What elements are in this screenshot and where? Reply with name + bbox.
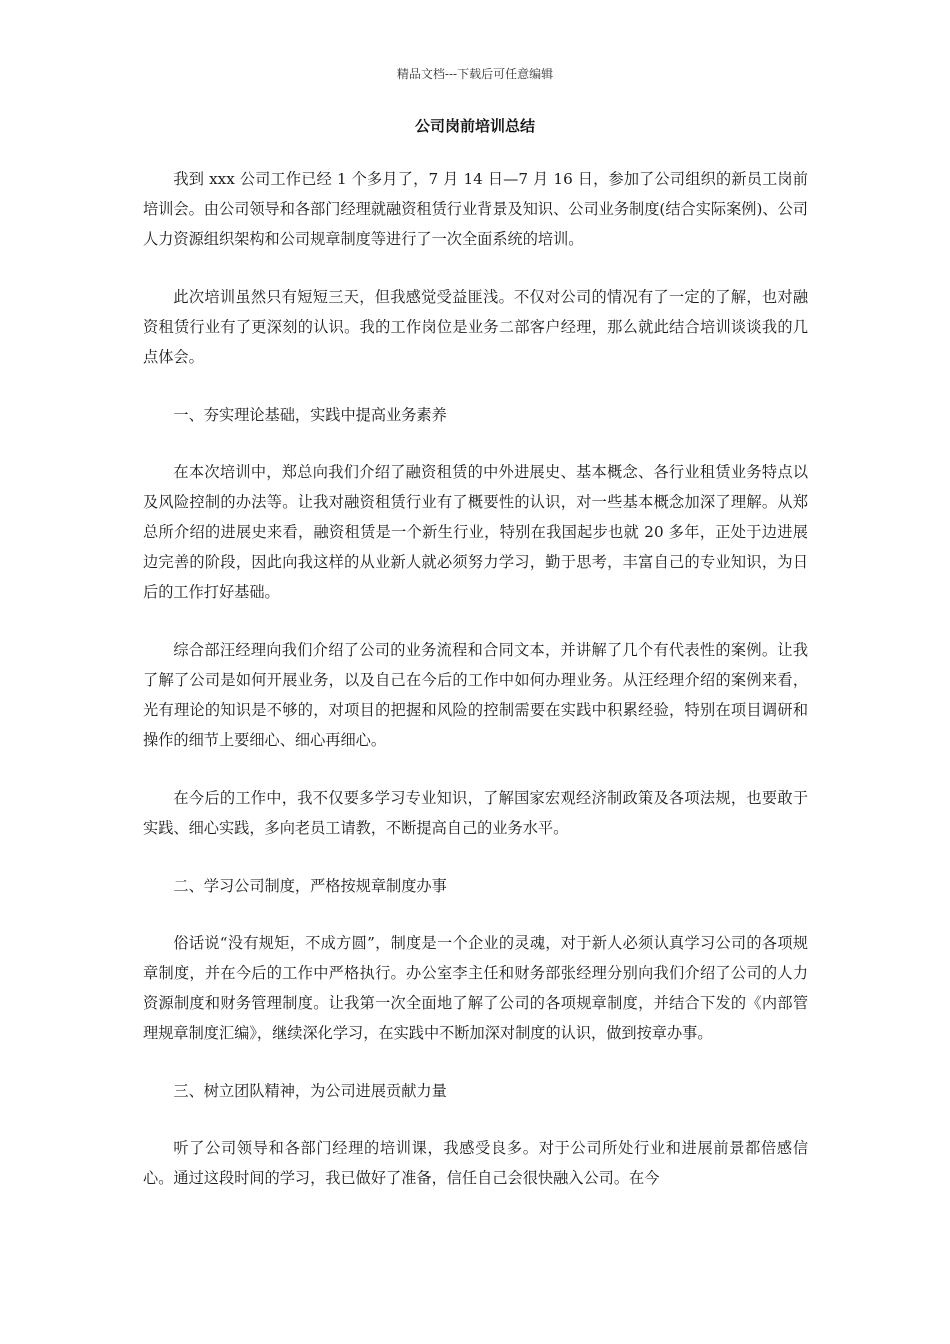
paragraph-impression: 此次培训虽然只有短短三天，但我感觉受益匪浅。不仅对公司的情况有了一定的了解，也对融资租赁行业有了更深刻的认识。我的工作岗位是业务二部客户经理，那么就此结合培训谈谈我的几点体会。 <box>143 288 808 366</box>
paragraph-team-spirit: 听了公司领导和各部门经理的培训课，我感受良多。对于公司所处行业和进展前景都倍感信心。通过这段时间的学习，我已做好了准备，信任自己会很快融入公司。在今 <box>143 1139 808 1187</box>
paragraph-intro: 我到 xxx 公司工作已经 1 个多月了，7 月 14 日—7 月 16 日，参加了公司组织的新员工岗前培训会。由公司领导和各部门经理就融资租赁行业背景及知识、公司业务制度(结合实际案例)、公司人力资源组织架构和公司规章制度等进行了一次全面系统的培训。 <box>143 170 808 248</box>
section-heading-3: 三、树立团队精神，为公司进展贡献力量 <box>173 1082 447 1100</box>
page-header-note: 精品文档---下载后可任意编辑 <box>396 67 554 81</box>
section-heading-1: 一、夯实理论基础，实践中提高业务素养 <box>173 406 447 424</box>
document-title: 公司岗前培训总结 <box>414 117 535 135</box>
section-heading-2: 二、学习公司制度，严格按规章制度办事 <box>173 877 447 895</box>
document-body <box>143 164 808 1221</box>
paragraph-rules: 俗话说“没有规矩，不成方圆”，制度是一个企业的灵魂，对于新人必须认真学习公司的各项规章制度，并在今后的工作中严格执行。办公室李主任和财务部张经理分别向我们介绍了公司的人力资源制度和财务管理制度。让我第一次全面地了解了公司的各项规章制度，并结合下发的《内部管理规章制度汇编》，继续深化学习，在实践中不断加深对制度的认识，做到按章办事。 <box>143 934 808 1042</box>
paragraph-theory: 在本次培训中，郑总向我们介绍了融资租赁的中外进展史、基本概念、各行业租赁业务特点以及风险控制的办法等。让我对融资租赁行业有了概要性的认识，对一些基本概念加深了理解。从郑总所介绍的进展史来看，融资租赁是一个新生行业，特别在我国起步也就 20 多年，正处于边进展边完善的阶段，因此向我这样的从业新人就必须努力学习，勤于思考，丰富自己的专业知识，为日后的工作打好基础。 <box>143 463 808 601</box>
paragraph-practice: 综合部汪经理向我们介绍了公司的业务流程和合同文本，并讲解了几个有代表性的案例。让我了解了公司是如何开展业务，以及自己在今后的工作中如何办理业务。从汪经理介绍的案例来看，光有理论的知识是不够的，对项目的把握和风险的控制需要在实践中积累经验，特别在项目调研和操作的细节上要细心、细心再细心。 <box>143 641 808 749</box>
paragraph-future-work: 在今后的工作中，我不仅要多学习专业知识，了解国家宏观经济制政策及各项法规，也要敢于实践、细心实践，多向老员工请教，不断提高自己的业务水平。 <box>143 789 808 837</box>
